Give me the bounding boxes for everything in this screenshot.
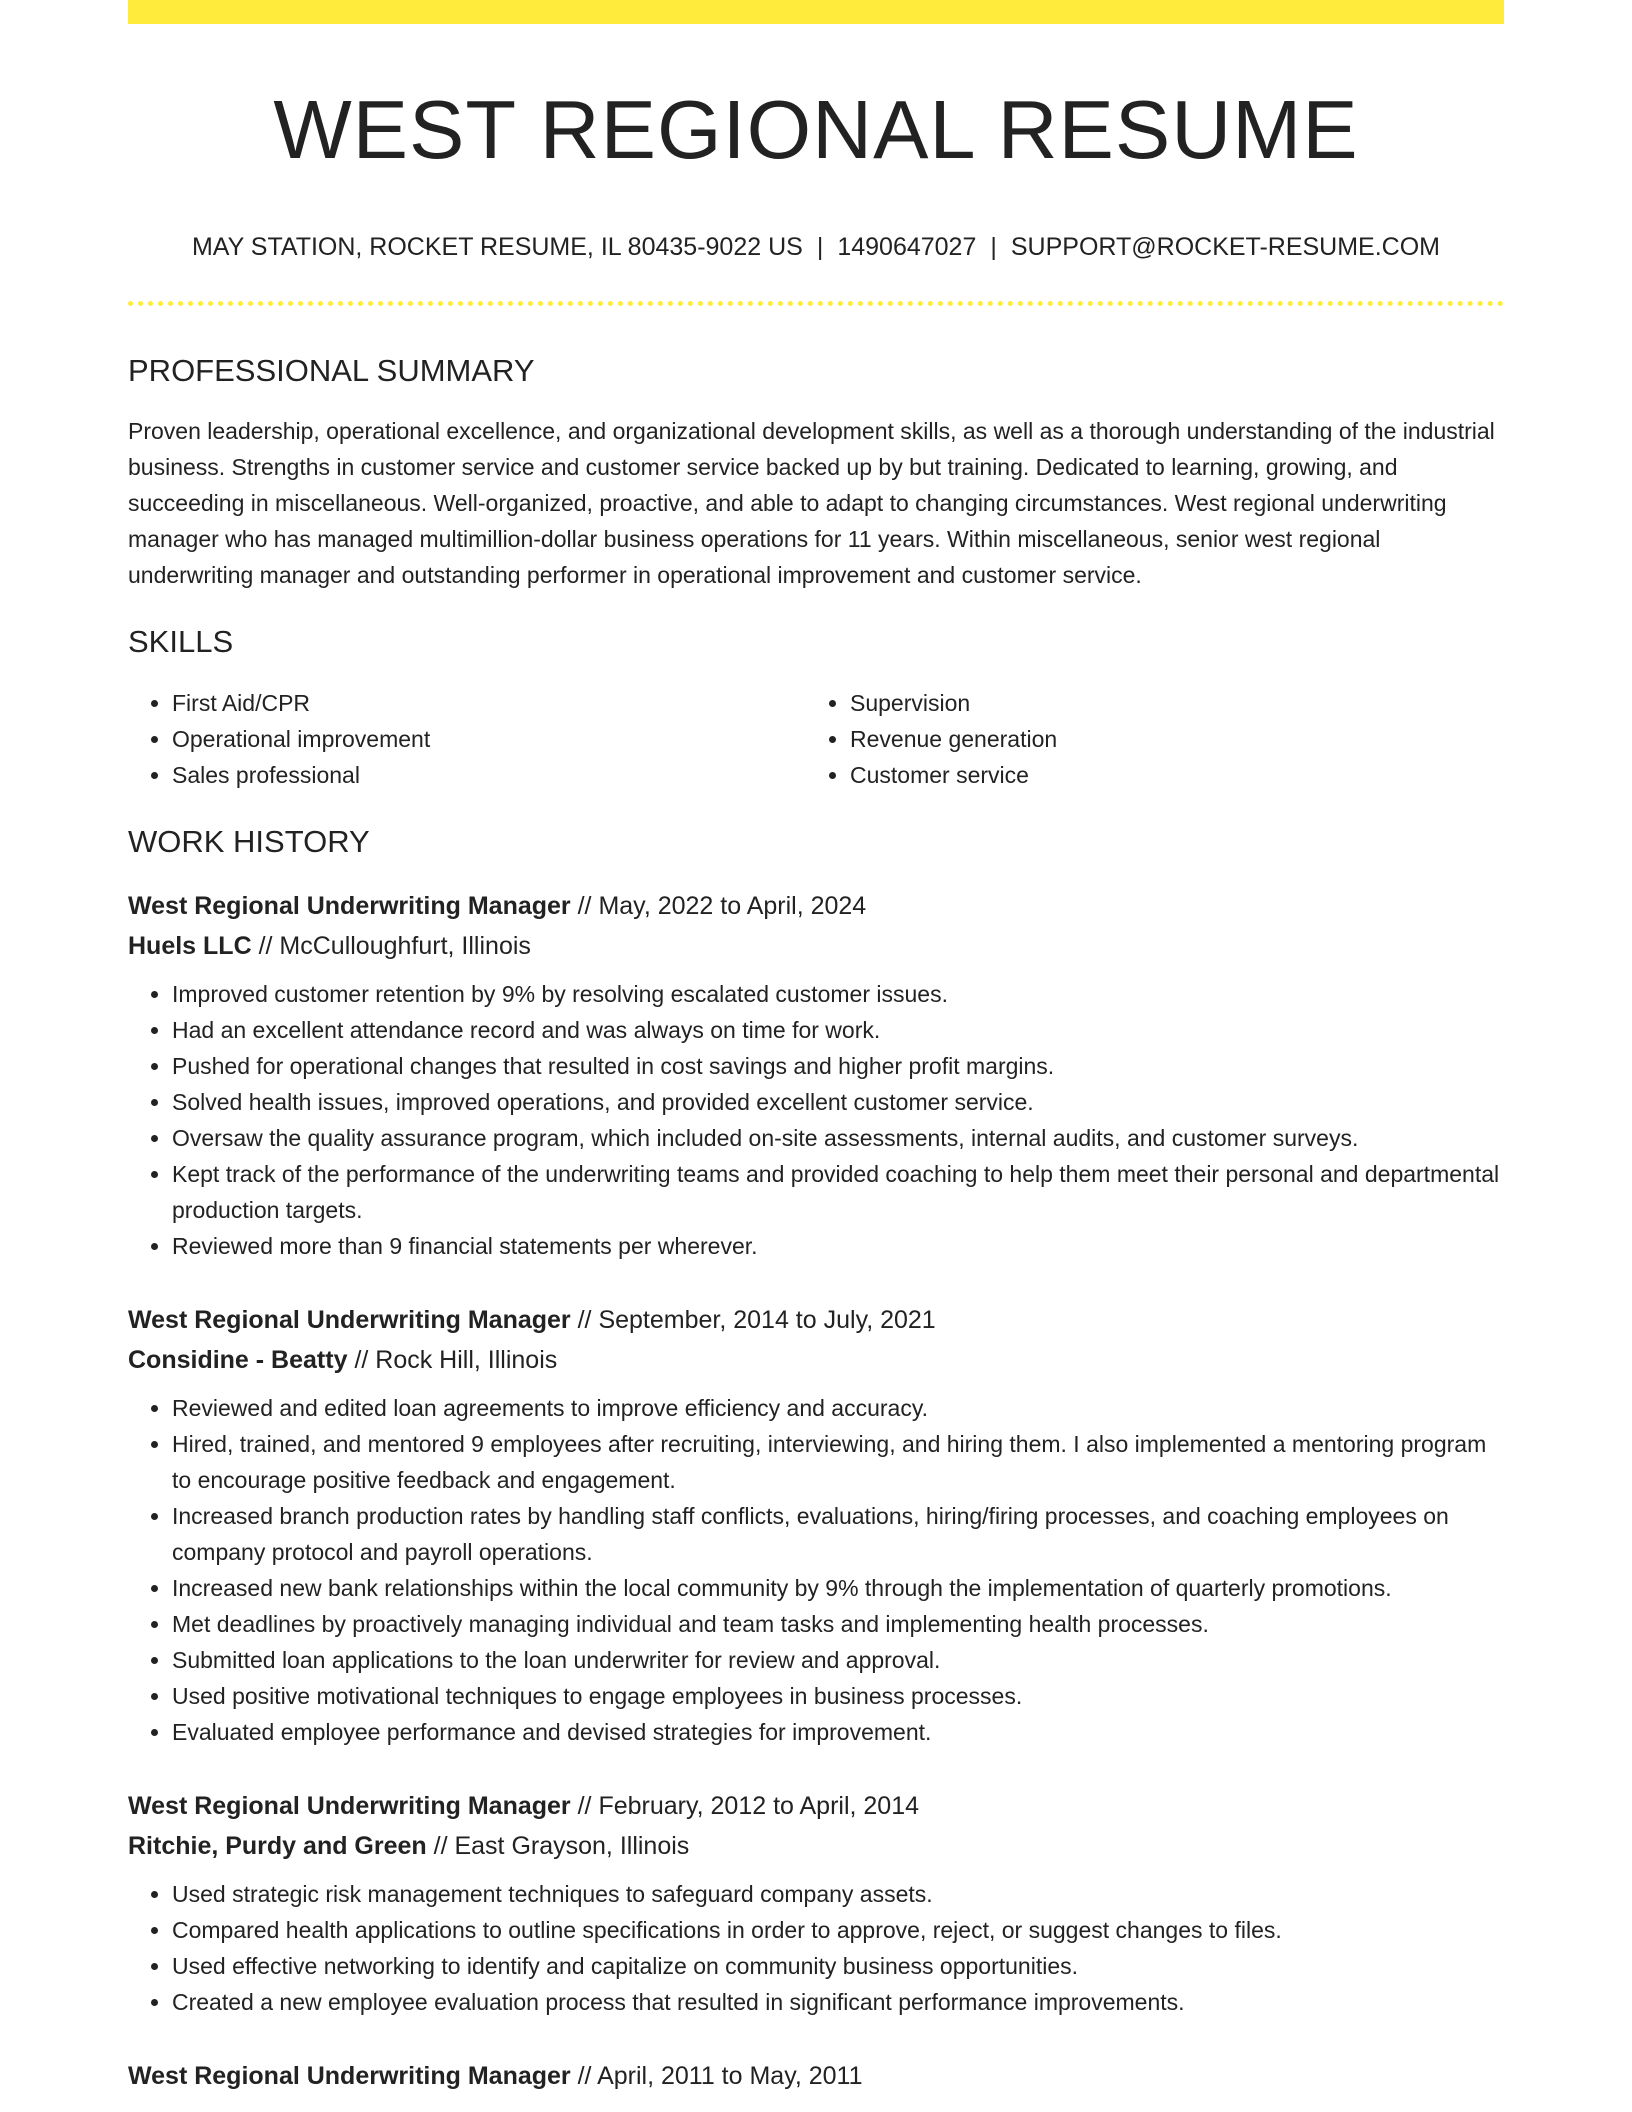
job-title-line: [128, 2056, 1504, 2096]
job-bullets: [128, 976, 1504, 1264]
job-company: Considine - Beatty: [128, 1345, 348, 1374]
job-location: // McCulloughfurt, Illinois: [258, 931, 531, 960]
job-entry: [128, 2056, 1504, 2096]
skill-item: • Supervision: [850, 685, 1484, 721]
job-dates: // February, 2012 to April, 2014: [577, 1791, 920, 1820]
job-bullets: [128, 1876, 1504, 2020]
summary-heading: PROFESSIONAL SUMMARY: [128, 353, 535, 389]
accent-top-bar: [128, 0, 1504, 24]
job-bullet: • Had an excellent attendance record and was always on time for work.: [172, 1012, 1504, 1048]
job-company-line: [128, 1340, 1504, 1380]
job-bullet: • Pushed for operational changes that resulted in cost savings and higher profit margins.: [172, 1048, 1504, 1084]
job-bullet: • Used positive motivational techniques to engage employees in business processes.: [172, 1678, 1504, 1714]
summary-text: Proven leadership, operational excellence, and organizational development skills, as well as a thorough understanding of the industrial business. Strengths in customer service and customer service backed up by but training. Dedicated to learning, growing, and succeeding in miscellaneous. Well-organized, proactive, and able to adapt to changing circumstances. West regional underwriting manager who has managed multimillion-dollar business operations for 11 years. Within miscellaneous, senior west regional underwriting manager and outstanding performer in operational improvement and customer service.: [128, 418, 1495, 589]
skills-heading: SKILLS: [128, 624, 234, 660]
job-bullet: • Met deadlines by proactively managing individual and team tasks and implementing health processes.: [172, 1606, 1504, 1642]
job-company: Huels LLC: [128, 931, 252, 960]
job-bullet: • Used effective networking to identify and capitalize on community business opportunities.: [172, 1948, 1504, 1984]
job-bullet: • Oversaw the quality assurance program, which included on-site assessments, internal audits, and customer surveys.: [172, 1120, 1504, 1156]
dotted-divider: [128, 301, 1504, 306]
resume-name: WEST REGIONAL RESUME: [273, 83, 1359, 176]
contact-phone: 1490647027: [837, 233, 977, 262]
work-history-heading: WORK HISTORY: [128, 823, 370, 859]
job-company-line: [128, 1826, 1504, 1866]
job-dates: // April, 2011 to May, 2011: [577, 2061, 863, 2090]
job-dates: // September, 2014 to July, 2021: [577, 1305, 936, 1334]
job-location: // East Grayson, Illinois: [433, 1831, 690, 1860]
job-bullet: • Increased branch production rates by handling staff conflicts, evaluations, hiring/firing processes, and coaching employees on company protocol and payroll operations.: [172, 1498, 1504, 1570]
job-title: West Regional Underwriting Manager: [128, 1305, 571, 1334]
job-bullets: [128, 1390, 1504, 1750]
job-company-line: [128, 926, 1504, 966]
job-title: West Regional Underwriting Manager: [128, 2061, 571, 2090]
job-bullet: • Solved health issues, improved operations, and provided excellent customer service.: [172, 1084, 1504, 1120]
job-bullet: • Used strategic risk management techniques to safeguard company assets.: [172, 1876, 1504, 1912]
contact-address: MAY STATION, ROCKET RESUME, IL 80435-9022 US: [191, 233, 803, 262]
job-bullet: • Kept track of the performance of the underwriting teams and provided coaching to help them meet their personal and departmental production targets.: [172, 1156, 1504, 1228]
contact-separator: |: [990, 233, 997, 262]
job-bullet: • Created a new employee evaluation process that resulted in significant performance improvements.: [172, 1984, 1504, 2020]
contact-separator: |: [816, 233, 824, 262]
skill-item: • First Aid/CPR: [172, 685, 806, 721]
job-entry: [128, 1786, 1504, 2020]
job-title: West Regional Underwriting Manager: [128, 1791, 571, 1820]
resume-page: [128, 0, 1504, 2096]
job-title-line: [128, 886, 1504, 926]
job-bullet: • Reviewed and edited loan agreements to improve efficiency and accuracy.: [172, 1390, 1504, 1426]
job-bullet: • Submitted loan applications to the loan underwriter for review and approval.: [172, 1642, 1504, 1678]
job-title-line: [128, 1786, 1504, 1826]
job-company: Ritchie, Purdy and Green: [128, 1831, 427, 1860]
skill-item: • Sales professional: [172, 757, 806, 793]
contact-email: SUPPORT@ROCKET-RESUME.COM: [1010, 233, 1441, 262]
job-entry: [128, 886, 1504, 1264]
job-bullet: • Hired, trained, and mentored 9 employees after recruiting, interviewing, and hiring them. I also implemented a mentoring program to encourage positive feedback and engagement.: [172, 1426, 1504, 1498]
job-bullet: • Reviewed more than 9 financial statements per wherever.: [172, 1228, 1504, 1264]
skills-column-left: [128, 685, 806, 793]
job-bullet: • Improved customer retention by 9% by resolving escalated customer issues.: [172, 976, 1504, 1012]
job-bullet: • Compared health applications to outline specifications in order to approve, reject, or suggest changes to files.: [172, 1912, 1504, 1948]
skills-list: [128, 685, 1504, 793]
job-title-line: [128, 1300, 1504, 1340]
skill-item: • Customer service: [850, 757, 1484, 793]
job-entry: [128, 1300, 1504, 1750]
job-title: West Regional Underwriting Manager: [128, 891, 571, 920]
job-dates: // May, 2022 to April, 2024: [577, 891, 867, 920]
job-bullet: • Increased new bank relationships within the local community by 9% through the implementation of quarterly promotions.: [172, 1570, 1504, 1606]
job-bullet: • Evaluated employee performance and devised strategies for improvement.: [172, 1714, 1504, 1750]
job-location: // Rock Hill, Illinois: [354, 1345, 558, 1374]
skill-item: • Revenue generation: [850, 721, 1484, 757]
skill-item: • Operational improvement: [172, 721, 806, 757]
skills-column-right: [806, 685, 1484, 793]
contact-line: [128, 233, 1504, 262]
